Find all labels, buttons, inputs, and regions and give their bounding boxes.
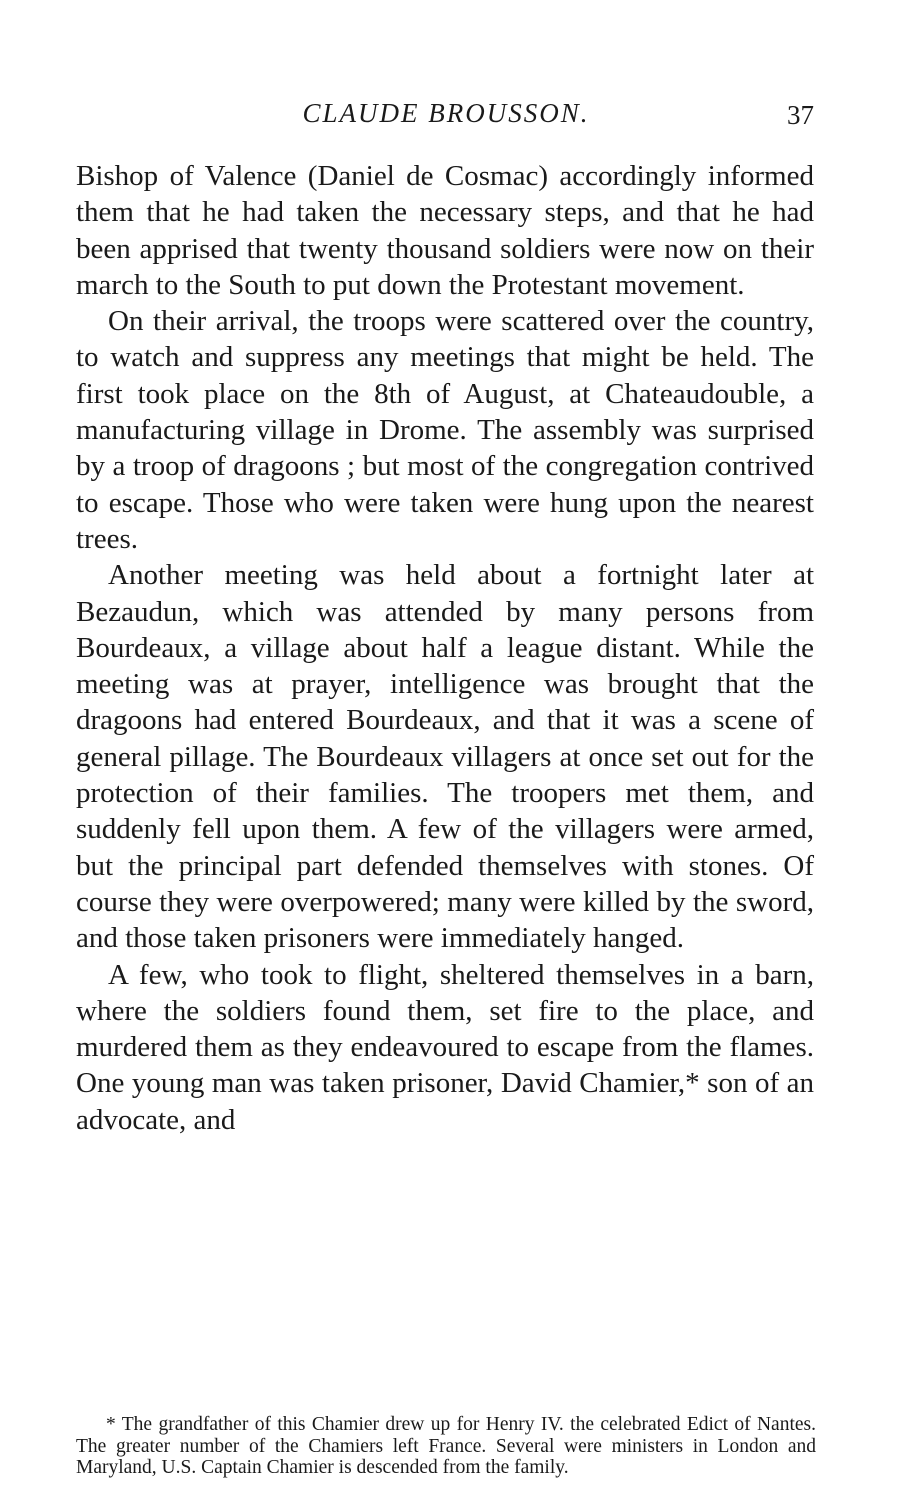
running-head bbox=[76, 98, 816, 138]
paragraph-continued: Bishop of Valence (Daniel de Cosmac) accordingly informed them that he had taken the necessary steps, and that he had been apprised that twenty thousand soldiers were now on their march to the South to put down the Protestant movement. bbox=[76, 160, 814, 301]
running-title: CLAUDE BROUSSON. bbox=[302, 98, 590, 128]
footnote: * The grandfather of this Chamier drew up for Henry IV. the celebrated Edict of Nantes. The greater number of the Chamiers left France. Several were ministers in London and Maryland, U.S. Captain Chamier is descended from the family. bbox=[76, 1414, 816, 1478]
paragraph-troops-arrival: On their arrival, the troops were scattered over the country, to watch and suppress any meetings that might be held. The first took place on the 8th of August, at Chateaudouble, a manufacturing village in Drome. The assembly was surprised by a troop of dragoons ; but most of the congregation contrived to escape. Those who were taken were hung upon the nearest trees. bbox=[76, 305, 814, 555]
body-text bbox=[76, 158, 814, 1138]
paragraph-bezaudun-meeting: Another meeting was held about a fortnight later at Bezaudun, which was attended by many persons from Bourdeaux, a village about half a league distant. While the meeting was at prayer, intelligence was brought that the dragoons had entered Bourdeaux, and that it was a scene of general pillage. The Bourdeaux villagers at once set out for the protection of their families. The troopers met them, and suddenly fell upon them. A few of the villagers were armed, but the principal part defended themselves with stones. Of course they were overpowered; many were killed by the sword, and those taken prisoners were immediately hanged. bbox=[76, 559, 814, 955]
page-number: 37 bbox=[787, 100, 814, 130]
paragraph-barn-fire: A few, who took to flight, sheltered themselves in a barn, where the soldiers found them, set fire to the place, and murdered them as they endeavoured to escape from the flames. One young man was taken prisoner, David Chamier,* son of an advocate, and bbox=[76, 958, 814, 1136]
